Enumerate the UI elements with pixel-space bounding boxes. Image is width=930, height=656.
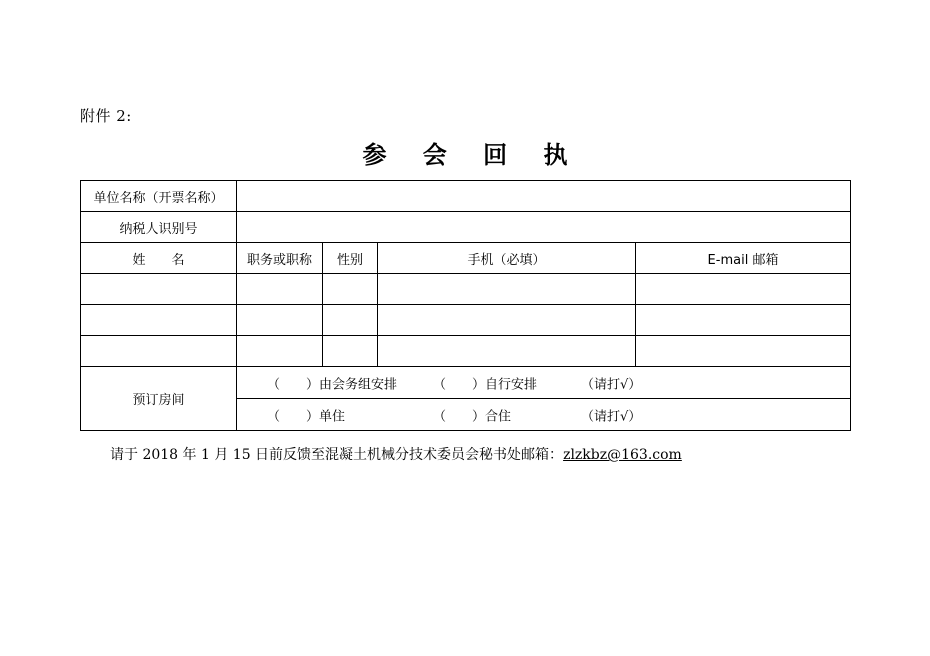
- header-email: E-mail 邮箱: [636, 243, 851, 274]
- page-title: 参 会 回 执: [362, 141, 582, 169]
- attendee-position-cell[interactable]: [237, 336, 323, 367]
- attendee-position-cell[interactable]: [237, 274, 323, 305]
- attendee-email-cell[interactable]: [636, 336, 851, 367]
- attendee-mobile-cell[interactable]: [378, 274, 636, 305]
- option-single-room[interactable]: （ ）单住: [267, 409, 346, 424]
- table-row: [81, 274, 851, 305]
- option-arranged-by-organizer[interactable]: （ ）由会务组安排: [267, 377, 398, 392]
- attendee-gender-cell[interactable]: [323, 274, 378, 305]
- header-mobile: 手机（必填）: [378, 243, 636, 274]
- header-row: [81, 243, 851, 274]
- unit-name-field[interactable]: [237, 181, 851, 212]
- attendee-name-cell[interactable]: [81, 305, 237, 336]
- registration-form-table: [80, 180, 851, 431]
- booking-options-2: [237, 399, 851, 431]
- attendee-position-cell[interactable]: [237, 305, 323, 336]
- booking-label: 预订房间: [81, 367, 237, 431]
- taxpayer-id-field[interactable]: [237, 212, 851, 243]
- attendee-name-cell[interactable]: [81, 274, 237, 305]
- booking-options-1: [237, 367, 851, 399]
- booking-row-1: [81, 367, 851, 399]
- check-hint: （请打√）: [581, 377, 642, 392]
- attendee-mobile-cell[interactable]: [378, 336, 636, 367]
- taxpayer-id-row: [81, 212, 851, 243]
- footer-text: 请于 2018 年 1 月 15 日前反馈至混凝土机械分技术委员会秘书处邮箱：: [110, 447, 564, 463]
- footer-note: [110, 444, 682, 464]
- option-self-arranged[interactable]: （ ）自行安排: [433, 377, 538, 392]
- attendee-mobile-cell[interactable]: [378, 305, 636, 336]
- unit-name-label: 单位名称（开票名称）: [81, 181, 237, 212]
- table-row: [81, 305, 851, 336]
- attendee-name-cell[interactable]: [81, 336, 237, 367]
- header-name: 姓 名: [81, 243, 237, 274]
- header-position: 职务或职称: [237, 243, 323, 274]
- attendee-gender-cell[interactable]: [323, 336, 378, 367]
- unit-name-row: [81, 181, 851, 212]
- option-shared-room[interactable]: （ ）合住: [433, 409, 512, 424]
- attendee-email-cell[interactable]: [636, 305, 851, 336]
- taxpayer-id-label: 纳税人识别号: [81, 212, 237, 243]
- check-hint: （请打√）: [581, 409, 642, 424]
- attendee-email-cell[interactable]: [636, 274, 851, 305]
- secretariat-email-link[interactable]: zlzkbz@163.com: [563, 447, 682, 463]
- attendee-gender-cell[interactable]: [323, 305, 378, 336]
- table-row: [81, 336, 851, 367]
- attachment-label: 附件 2:: [80, 107, 132, 125]
- header-gender: 性别: [323, 243, 378, 274]
